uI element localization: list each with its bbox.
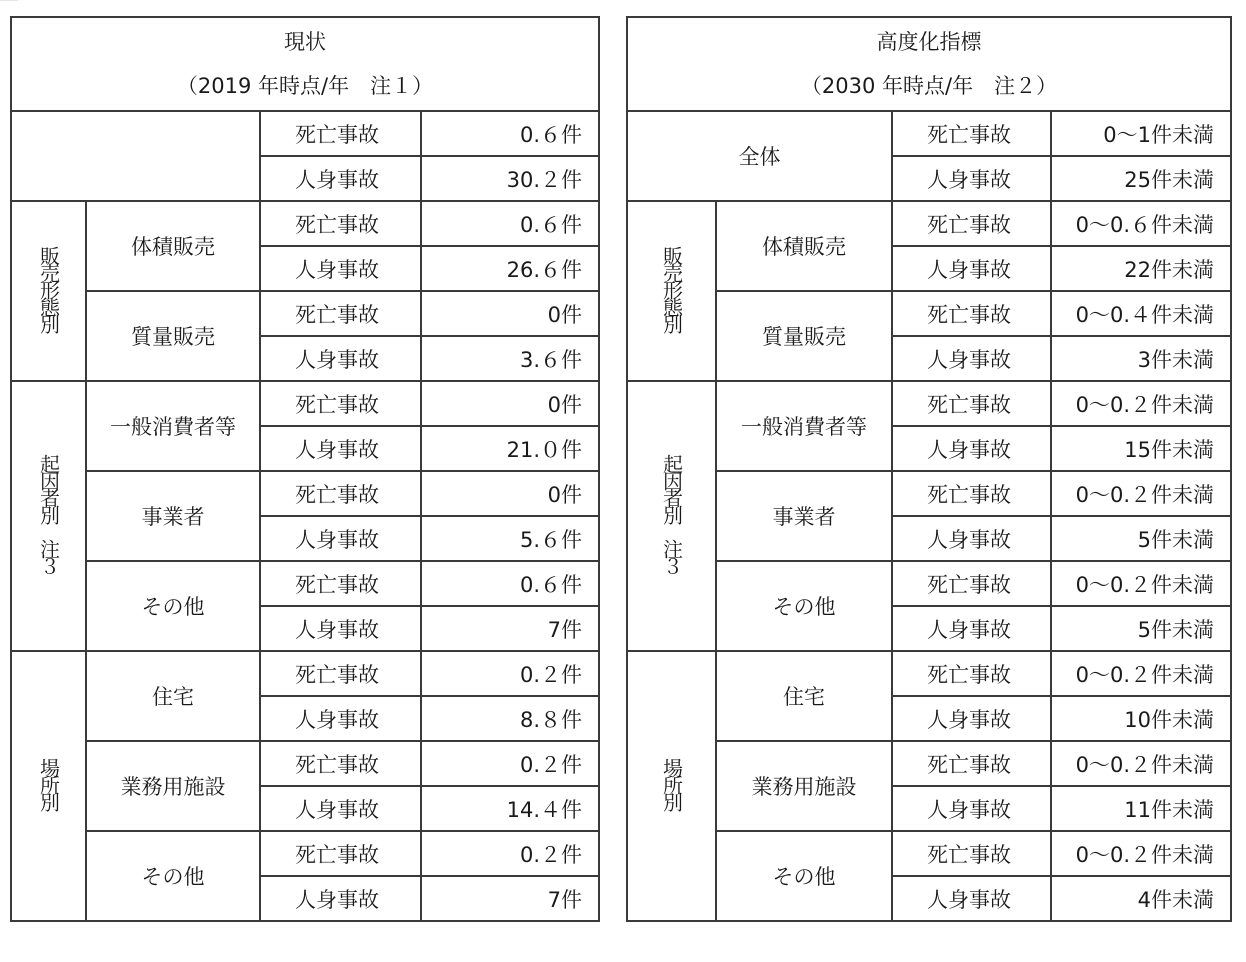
table-header-row — [627, 17, 1231, 111]
table-row — [627, 471, 1231, 516]
table-row — [11, 111, 599, 156]
subcategory-cell: その他 — [716, 831, 892, 921]
table-row — [627, 741, 1231, 786]
accident-type-cell: 死亡事故 — [260, 291, 421, 336]
value-cell: 11件未満 — [1051, 786, 1231, 831]
accident-type-cell: 死亡事故 — [260, 561, 421, 606]
value-cell: 0～0.４件未満 — [1051, 291, 1231, 336]
accident-type-cell: 死亡事故 — [892, 741, 1051, 786]
table-header — [627, 17, 1231, 111]
value-cell: 0.２件 — [421, 651, 599, 696]
accident-type-cell: 人身事故 — [892, 156, 1051, 201]
accident-type-cell: 死亡事故 — [260, 741, 421, 786]
accident-type-cell: 死亡事故 — [260, 111, 421, 156]
accident-type-cell: 人身事故 — [892, 426, 1051, 471]
subcategory-cell: 一般消費者等 — [86, 381, 260, 471]
accident-type-cell: 死亡事故 — [260, 381, 421, 426]
table-row — [627, 561, 1231, 606]
value-cell: 10件未満 — [1051, 696, 1231, 741]
subcategory-cell: その他 — [86, 831, 260, 921]
subcategory-cell: 業務用施設 — [716, 741, 892, 831]
value-cell: 0.６件 — [421, 111, 599, 156]
current-status-table — [10, 16, 600, 922]
overall-label-cell: 全体 — [627, 111, 892, 201]
accident-type-cell: 死亡事故 — [892, 471, 1051, 516]
subcategory-cell: その他 — [716, 561, 892, 651]
value-cell: 0.２件 — [421, 831, 599, 876]
table-row — [11, 381, 599, 426]
group-label-sales: 販売形態別 — [36, 246, 61, 331]
table-row — [11, 831, 599, 876]
value-cell: 4件未満 — [1051, 876, 1231, 921]
value-cell: 7件 — [421, 876, 599, 921]
table-row — [627, 201, 1231, 246]
subcategory-cell: その他 — [86, 561, 260, 651]
value-cell: 0～0.２件未満 — [1051, 381, 1231, 426]
table-row — [627, 111, 1231, 156]
value-cell: 25件未満 — [1051, 156, 1231, 201]
accident-type-cell: 人身事故 — [892, 246, 1051, 291]
value-cell: 30.２件 — [421, 156, 599, 201]
table-header — [11, 17, 599, 111]
accident-type-cell: 人身事故 — [892, 786, 1051, 831]
value-cell: 0～0.２件未満 — [1051, 471, 1231, 516]
table-row — [11, 471, 599, 516]
table-row — [11, 741, 599, 786]
accident-type-cell: 死亡事故 — [892, 381, 1051, 426]
value-cell: 0.６件 — [421, 561, 599, 606]
accident-type-cell: 人身事故 — [892, 696, 1051, 741]
table-row — [11, 201, 599, 246]
accident-type-cell: 死亡事故 — [892, 111, 1051, 156]
table-subtitle: （2030 年時点/年 注２） — [800, 74, 1058, 98]
value-cell: 14.４件 — [421, 786, 599, 831]
table-header-row — [11, 17, 599, 111]
table-row — [11, 561, 599, 606]
group-label-place: 場所別 — [659, 758, 684, 809]
accident-type-cell: 死亡事故 — [260, 651, 421, 696]
subcategory-cell: 体積販売 — [716, 201, 892, 291]
accident-type-cell: 人身事故 — [892, 516, 1051, 561]
subcategory-cell: 事業者 — [716, 471, 892, 561]
subcategory-cell: 住宅 — [86, 651, 260, 741]
accident-type-cell: 人身事故 — [260, 156, 421, 201]
subcategory-cell: 一般消費者等 — [716, 381, 892, 471]
accident-type-cell: 死亡事故 — [892, 291, 1051, 336]
value-cell: 0～0.２件未満 — [1051, 651, 1231, 696]
value-cell: 5件未満 — [1051, 606, 1231, 651]
group-label-cell — [11, 381, 86, 651]
subcategory-cell: 業務用施設 — [86, 741, 260, 831]
accident-type-cell: 人身事故 — [260, 246, 421, 291]
subcategory-cell: 質量販売 — [716, 291, 892, 381]
value-cell: 15件未満 — [1051, 426, 1231, 471]
value-cell: 5件未満 — [1051, 516, 1231, 561]
accident-type-cell: 人身事故 — [892, 336, 1051, 381]
group-label-cell — [627, 381, 716, 651]
accident-type-cell: 死亡事故 — [260, 471, 421, 516]
table-row — [11, 651, 599, 696]
accident-type-cell: 死亡事故 — [892, 201, 1051, 246]
group-label-cell — [11, 651, 86, 921]
accident-type-cell: 人身事故 — [260, 786, 421, 831]
value-cell: 0.６件 — [421, 201, 599, 246]
value-cell: 0件 — [421, 291, 599, 336]
table-row — [627, 651, 1231, 696]
table-title: 現状 — [284, 30, 326, 54]
group-label-cell — [11, 201, 86, 381]
value-cell: 8.８件 — [421, 696, 599, 741]
accident-type-cell: 人身事故 — [260, 426, 421, 471]
subcategory-cell: 事業者 — [86, 471, 260, 561]
accident-type-cell: 人身事故 — [892, 606, 1051, 651]
accident-type-cell: 人身事故 — [260, 876, 421, 921]
table-row — [11, 291, 599, 336]
group-label-place: 場所別 — [36, 758, 61, 809]
value-cell: 0～0.２件未満 — [1051, 741, 1231, 786]
group-label-cell — [627, 201, 716, 381]
accident-type-cell: 人身事故 — [260, 606, 421, 651]
table-subtitle: （2019 年時点/年 注１） — [176, 74, 434, 98]
value-cell: 5.６件 — [421, 516, 599, 561]
accident-type-cell: 人身事故 — [260, 516, 421, 561]
value-cell: 7件 — [421, 606, 599, 651]
subcategory-cell: 住宅 — [716, 651, 892, 741]
accident-type-cell: 死亡事故 — [892, 561, 1051, 606]
accident-type-cell: 人身事故 — [892, 876, 1051, 921]
value-cell: 0.２件 — [421, 741, 599, 786]
value-cell: 3.６件 — [421, 336, 599, 381]
group-label-sales: 販売形態別 — [659, 246, 684, 331]
accident-type-cell: 人身事故 — [260, 336, 421, 381]
subcategory-cell: 質量販売 — [86, 291, 260, 381]
target-indicator-table — [626, 16, 1232, 922]
table-row — [627, 831, 1231, 876]
value-cell: 3件未満 — [1051, 336, 1231, 381]
value-cell: 0～1件未満 — [1051, 111, 1231, 156]
value-cell: 0件 — [421, 381, 599, 426]
value-cell: 0件 — [421, 471, 599, 516]
accident-type-cell: 死亡事故 — [260, 201, 421, 246]
table-row — [627, 381, 1231, 426]
value-cell: 0～0.２件未満 — [1051, 561, 1231, 606]
corner-artifact — [0, 0, 18, 5]
value-cell: 22件未満 — [1051, 246, 1231, 291]
value-cell: 0～0.６件未満 — [1051, 201, 1231, 246]
accident-type-cell: 人身事故 — [260, 696, 421, 741]
overall-label-cell — [11, 111, 260, 201]
group-label-cause: 起因者別 注３ — [659, 454, 684, 573]
table-row — [627, 291, 1231, 336]
value-cell: 21.０件 — [421, 426, 599, 471]
table-title: 高度化指標 — [876, 30, 982, 54]
group-label-cause: 起因者別 注３ — [36, 454, 61, 573]
subcategory-cell: 体積販売 — [86, 201, 260, 291]
accident-type-cell: 死亡事故 — [892, 831, 1051, 876]
accident-type-cell: 死亡事故 — [260, 831, 421, 876]
value-cell: 0～0.２件未満 — [1051, 831, 1231, 876]
accident-type-cell: 死亡事故 — [892, 651, 1051, 696]
value-cell: 26.６件 — [421, 246, 599, 291]
group-label-cell — [627, 651, 716, 921]
